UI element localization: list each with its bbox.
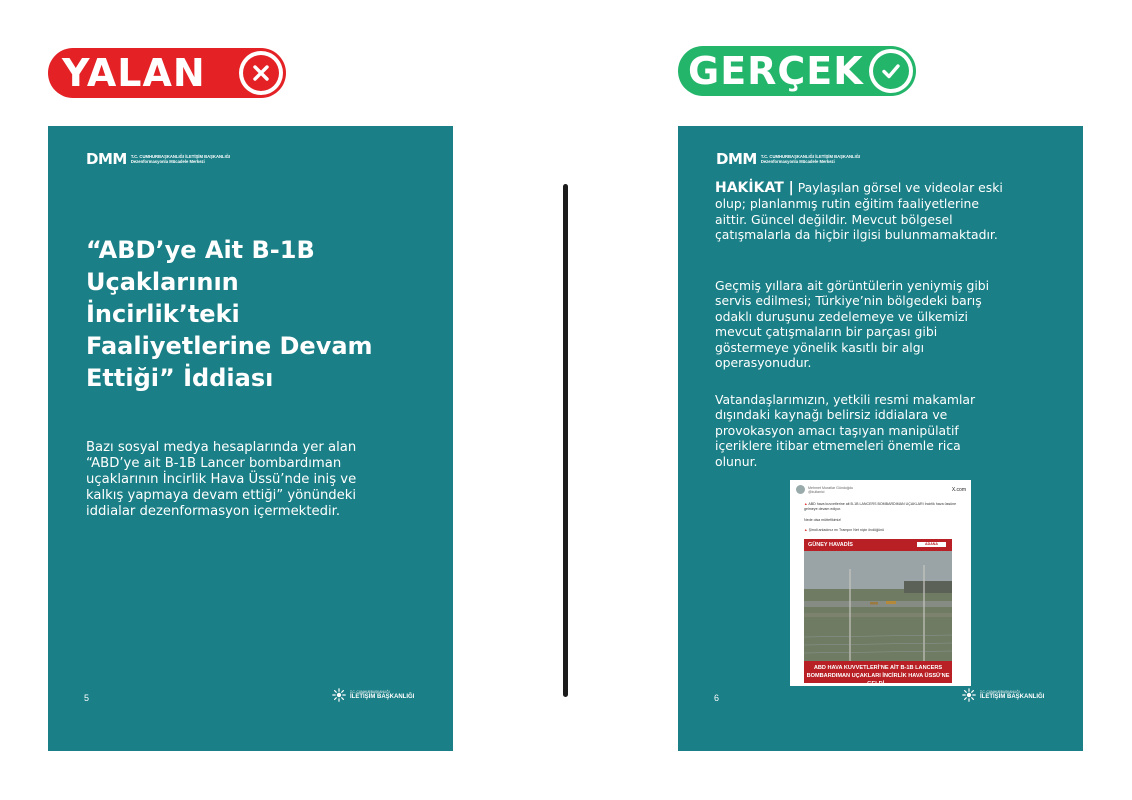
check-icon	[869, 49, 913, 93]
true-badge-label: GERÇEK	[688, 49, 864, 93]
tweet-line-1: ▲ ABD hava kuvvetlerine ait B-1B LANCERS BOMBARDIMAN UÇAKLARI İncirlik hava üssüne gelmeye devam ediyor.	[804, 502, 957, 511]
true-badge	[678, 46, 916, 96]
fact-text-1: Paylaşılan görsel ve videolar eski olup; planlanmış rutin eğitim faaliyetlerine aittir. Güncel değildir. Mevcut bölgesel çatışmalarla da hiçbir ilgisi bulunmamaktadır.	[715, 180, 1003, 243]
claim-body: Bazı sosyal medya hesaplarında yer alan “ABD’ye ait B-1B Lancer bombardıman uçaklarının İncirlik Hava Üssü’nde iniş ve kalkış yapmaya devam ettiği” yönündeki iddialar dezenformasyon içermektedir.	[86, 440, 357, 519]
avatar	[796, 485, 805, 494]
fact-paragraph-1	[715, 180, 1005, 243]
footer-small: T.C. CUMHURBAŞKANLIĞI	[350, 689, 390, 694]
footer-small: T.C. CUMHURBAŞKANLIĞI	[980, 689, 1020, 694]
news-label: GÜNEY HAVADİS	[808, 541, 853, 548]
tweet-line-3: ▲ Şimdi anladınız mı Trampın Net niçin övdüğünü	[804, 528, 885, 532]
dmm-logo-mark: DMM	[716, 150, 757, 168]
news-tag: ADANA	[917, 542, 946, 547]
claim-page	[48, 126, 453, 751]
tweet-user: Mehmet Muratlar Gündoğdu	[808, 485, 853, 490]
tweet-line-2: Nede olsa müttefikimiz!	[804, 518, 842, 522]
logo-line1: T.C. CUMHURBAŞKANLIĞI İLETİŞİM BAŞKANLIĞI	[760, 153, 861, 159]
emblem-icon	[332, 688, 346, 702]
page-number: 5	[84, 693, 90, 703]
logo-line2: Dezenformasyonla Mücadele Merkezi	[760, 159, 835, 164]
divider	[563, 184, 568, 697]
claim-title: “ABD’ye Ait B-1B Uçaklarının İncirlik’teki Faaliyetlerine Devam Ettiği” İddiası	[86, 236, 373, 392]
airfield-photo	[804, 551, 952, 661]
tweet-handle: @kullanici	[808, 489, 825, 494]
fact-page	[678, 126, 1083, 751]
news-caption: ABD HAVA KUVVETLERİ’NE AİT B-1B LANCERS BOMBARDIMAN UÇAKLARI İNCİRLİK HAVA ÜSSÜ’NE GELDİ...	[804, 661, 952, 683]
footer-big: İLETİŞİM BAŞKANLIĞI	[350, 693, 415, 700]
news-image	[804, 539, 952, 687]
close-icon	[239, 51, 283, 95]
dmm-logo	[716, 150, 860, 168]
dmm-logo-mark: DMM	[86, 150, 127, 168]
fact-paragraph-2: Geçmiş yıllara ait görüntülerin yeniymiş gibi servis edilmesi; Türkiye’nin bölgedeki barış odaklı duruşunu zedelemeye ve ülkemizi mevcut çatışmaların bir parçası gibi göstermeye yönelik kasıtlı bir algı operasyonudur.	[715, 278, 990, 371]
fact-lead: HAKİKAT |	[715, 180, 794, 196]
dmm-logo	[86, 150, 230, 168]
logo-line1: T.C. CUMHURBAŞKANLIĞI İLETİŞİM BAŞKANLIĞI	[130, 153, 231, 159]
tweet-source: X.com	[951, 486, 966, 493]
false-badge-label: YALAN	[62, 51, 206, 95]
fact-paragraph-3: Vatandaşlarımızın, yetkili resmi makamlar dışındaki kaynağı belirsiz iddialara ve provokasyon amacı taşıyan manipülatif içeriklere itibar etmemeleri önemle rica olunur.	[715, 392, 976, 469]
iletisim-logo	[962, 688, 1044, 702]
page-number: 6	[714, 693, 720, 703]
logo-line2: Dezenformasyonla Mücadele Merkezi	[130, 159, 205, 164]
footer-big: İLETİŞİM BAŞKANLIĞI	[980, 693, 1045, 700]
iletisim-logo	[332, 688, 414, 702]
tweet-screenshot	[790, 480, 971, 686]
false-badge	[48, 48, 286, 98]
tweet-header	[796, 485, 966, 494]
emblem-icon	[962, 688, 976, 702]
